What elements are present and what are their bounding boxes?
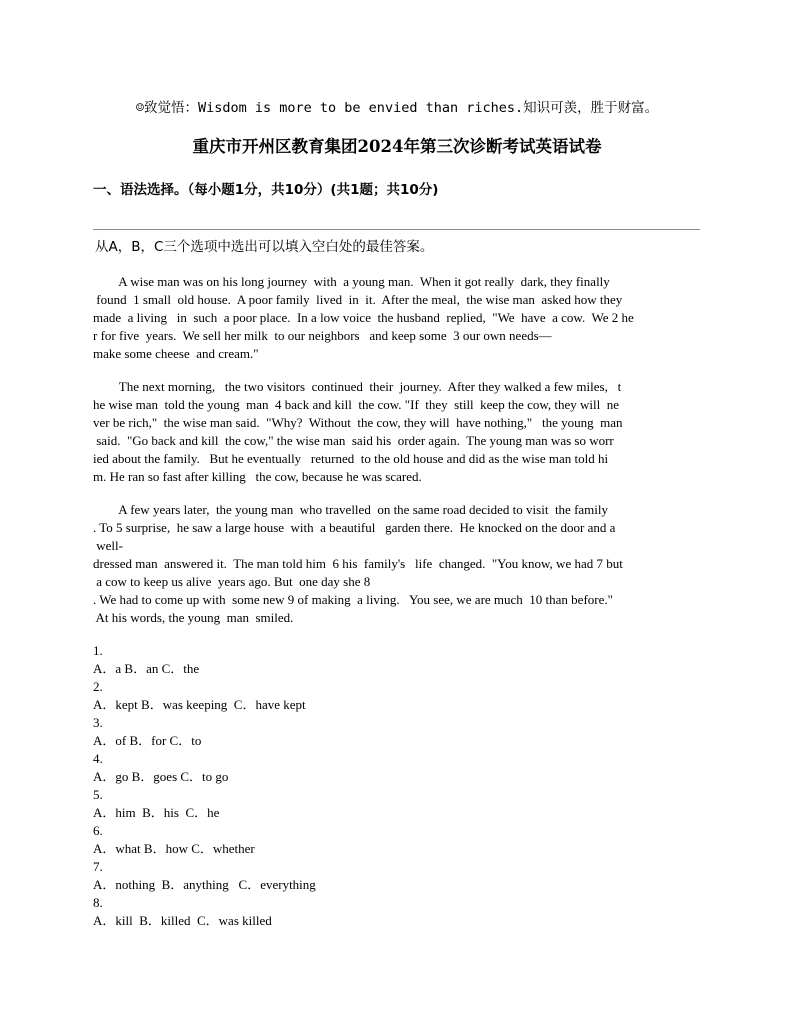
instruction-text: 从A，B，C三个选项中选出可以填入空白处的最佳答案。 [95, 239, 434, 255]
question-options: A．what B．how C．whether [93, 841, 255, 856]
passage-line: make some cheese and cream." [93, 346, 259, 361]
passage-line: At his words, the young man smiled. [93, 610, 294, 625]
passage-line: A few years later, the young man who travelled on the same road decided to visit the family [93, 502, 609, 517]
question-number: 4. [93, 751, 103, 766]
passage-line: found 1 small old house. A poor family lived in it. After the meal, the wise man asked how they [93, 292, 623, 307]
section-heading: 一、语法选择。（每小题1分，共10分）(共1题；共10分) [93, 182, 439, 198]
passage-line: said. "Go back and kill the cow," the wise man said his order again. The young man was so worr [93, 433, 614, 448]
question-options: A．of B．for C．to [93, 733, 202, 748]
question-options: A．kept B．was keeping C．have kept [93, 697, 306, 712]
question-options: A．kill B．killed C．was killed [93, 913, 272, 928]
passage-line: . To 5 surprise, he saw a large house with a beautiful garden there. He knocked on the door and a [93, 520, 616, 535]
question-options: A．him B．his C．he [93, 805, 220, 820]
motto-header: ☺致觉悟：Wisdom is more to be envied than riches.知识可羡，胜于财富。 [135, 100, 659, 116]
passage-line: dressed man answered it. The man told him 6 his family's life changed. "You know, we had 7 but [93, 556, 623, 571]
passage-line: made a living in such a poor place. In a low voice the husband replied, "We have a cow. We 2 he [93, 310, 634, 325]
question-number: 3. [93, 715, 103, 730]
question-number: 2. [93, 679, 103, 694]
passage-line: . We had to come up with some new 9 of making a living. You see, we are much 10 than before." [93, 592, 613, 607]
question-number: 5. [93, 787, 103, 802]
question-options: A．nothing B．anything C．everything [93, 877, 316, 892]
passage-line: ver be rich," the wise man said. "Why? Without the cow, they will have nothing," the young man [93, 415, 623, 430]
passage-line: A wise man was on his long journey with a young man. When it got really dark, they finally [93, 274, 610, 289]
passage-line: a cow to keep us alive years ago. But one day she 8 [93, 574, 371, 589]
question-number: 8. [93, 895, 103, 910]
question-number: 7. [93, 859, 103, 874]
passage-line: he wise man told the young man 4 back and kill the cow. "If they still keep the cow, they will ne [93, 397, 620, 412]
passage-line: well- [93, 538, 123, 553]
question-number: 6. [93, 823, 103, 838]
exam-title: 重庆市开州区教育集团2024年第三次诊断考试英语试卷 [192, 137, 602, 156]
question-options: A．a B．an C．the [93, 661, 200, 676]
passage-line: ied about the family. But he eventually returned to the old house and did as the wise man told hi [93, 451, 609, 466]
question-options: A．go B．goes C．to go [93, 769, 229, 784]
divider-rule [93, 229, 700, 230]
passage-line: r for five years. We sell her milk to our neighbors and keep some 3 our own needs— [93, 328, 552, 343]
passage-line: The next morning, the two visitors continued their journey. After they walked a few miles, t [93, 379, 622, 394]
question-number: 1. [93, 643, 103, 658]
passage-line: m. He ran so fast after killing the cow, because he was scared. [93, 469, 422, 484]
